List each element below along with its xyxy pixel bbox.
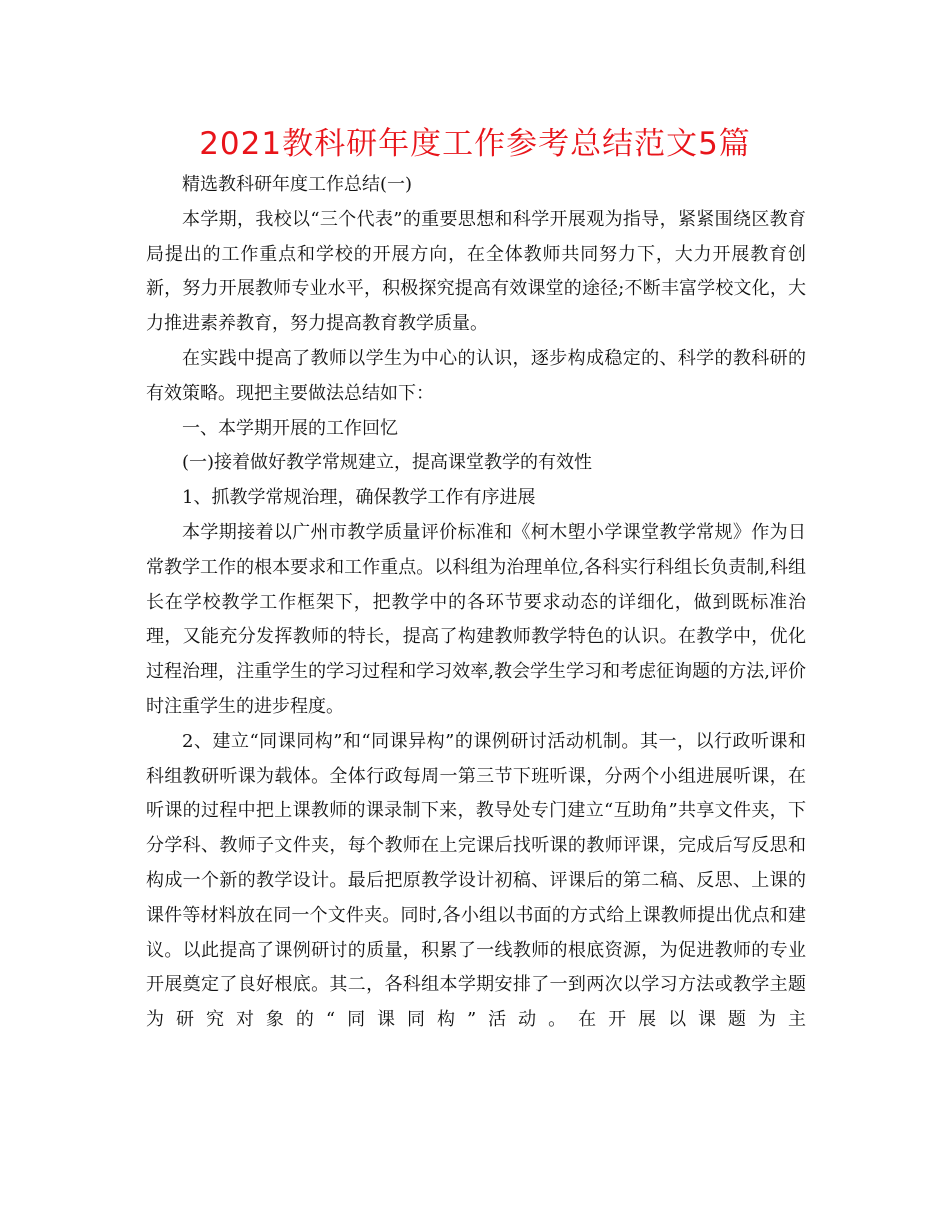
document-title: 2021教科研年度工作参考总结范文5篇	[199, 126, 751, 162]
heading-review: 一、本学期开展的工作回忆	[182, 417, 398, 439]
document-body	[146, 168, 806, 1038]
paragraph-routine-management: 本学期接着以广州市教学质量评价标准和《柯木塱小学课堂教学常规》作为日常教学工作的根本要求和工作重点。以科组为治理单位,各科实行科组长负责制,科组长在学校教学工作框架下，把教学中的各环节要求动态的详细化，做到既标准治理，又能充分发挥教师的特长，提高了构建教师教学特色的认识。在教学中，优化过程治理，注重学生的学习过程和学习效率,教会学生学习和考虑征询题的方法,评价时注重学生的进步程度。	[146, 521, 806, 717]
section-subtitle: 精选教科研年度工作总结(一)	[182, 174, 413, 195]
subheading-routine: (一)接着做好教学常规建立，提高课堂教学的有效性	[182, 452, 593, 474]
paragraph-lesson-study: 2、建立“同课同构”和“同课异构”的课例研讨活动机制。其一，以行政听课和科组教研听课为载体。全体行政每周一第三节下班听课，分两个小组进展听课，在听课的过程中把上课教师的课录制下来，教导处专门建立“互助角”共享文件夹，下分学科、教师子文件夹，每个教师在上完课后找听课的教师评课，完成后写反思和构成一个新的教学设计。最后把原教学设计初稿、评课后的第二稿、反思、上课的课件等材料放在同一个文件夹。同时,各小组以书面的方式给上课教师提出优点和建议。以此提高了课例研讨的质量，积累了一线教师的根底资源，为促进教师的专业开展奠定了良好根底。其二，各科组本学期安排了一到两次以学习方法或教学主题为研究对象的“同课同构”活动。在开展以课题为主	[146, 730, 806, 1031]
item-heading-1: 1、抓教学常规治理，确保教学工作有序进展	[182, 487, 536, 509]
paragraph-intro: 本学期，我校以“三个代表”的重要思想和科学开展观为指导，紧紧围绕区教育局提出的工作重点和学校的开展方向，在全体教师共同努力下，大力开展教育创新，努力开展教师专业水平，积极探究提高有效课堂的途径;不断丰富学校文化，大力推进素养教育，努力提高教育教学质量。	[146, 208, 806, 335]
paragraph-practice: 在实践中提高了教师以学生为中心的认识，逐步构成稳定的、科学的教科研的有效策略。现把主要做法总结如下：	[146, 347, 806, 404]
